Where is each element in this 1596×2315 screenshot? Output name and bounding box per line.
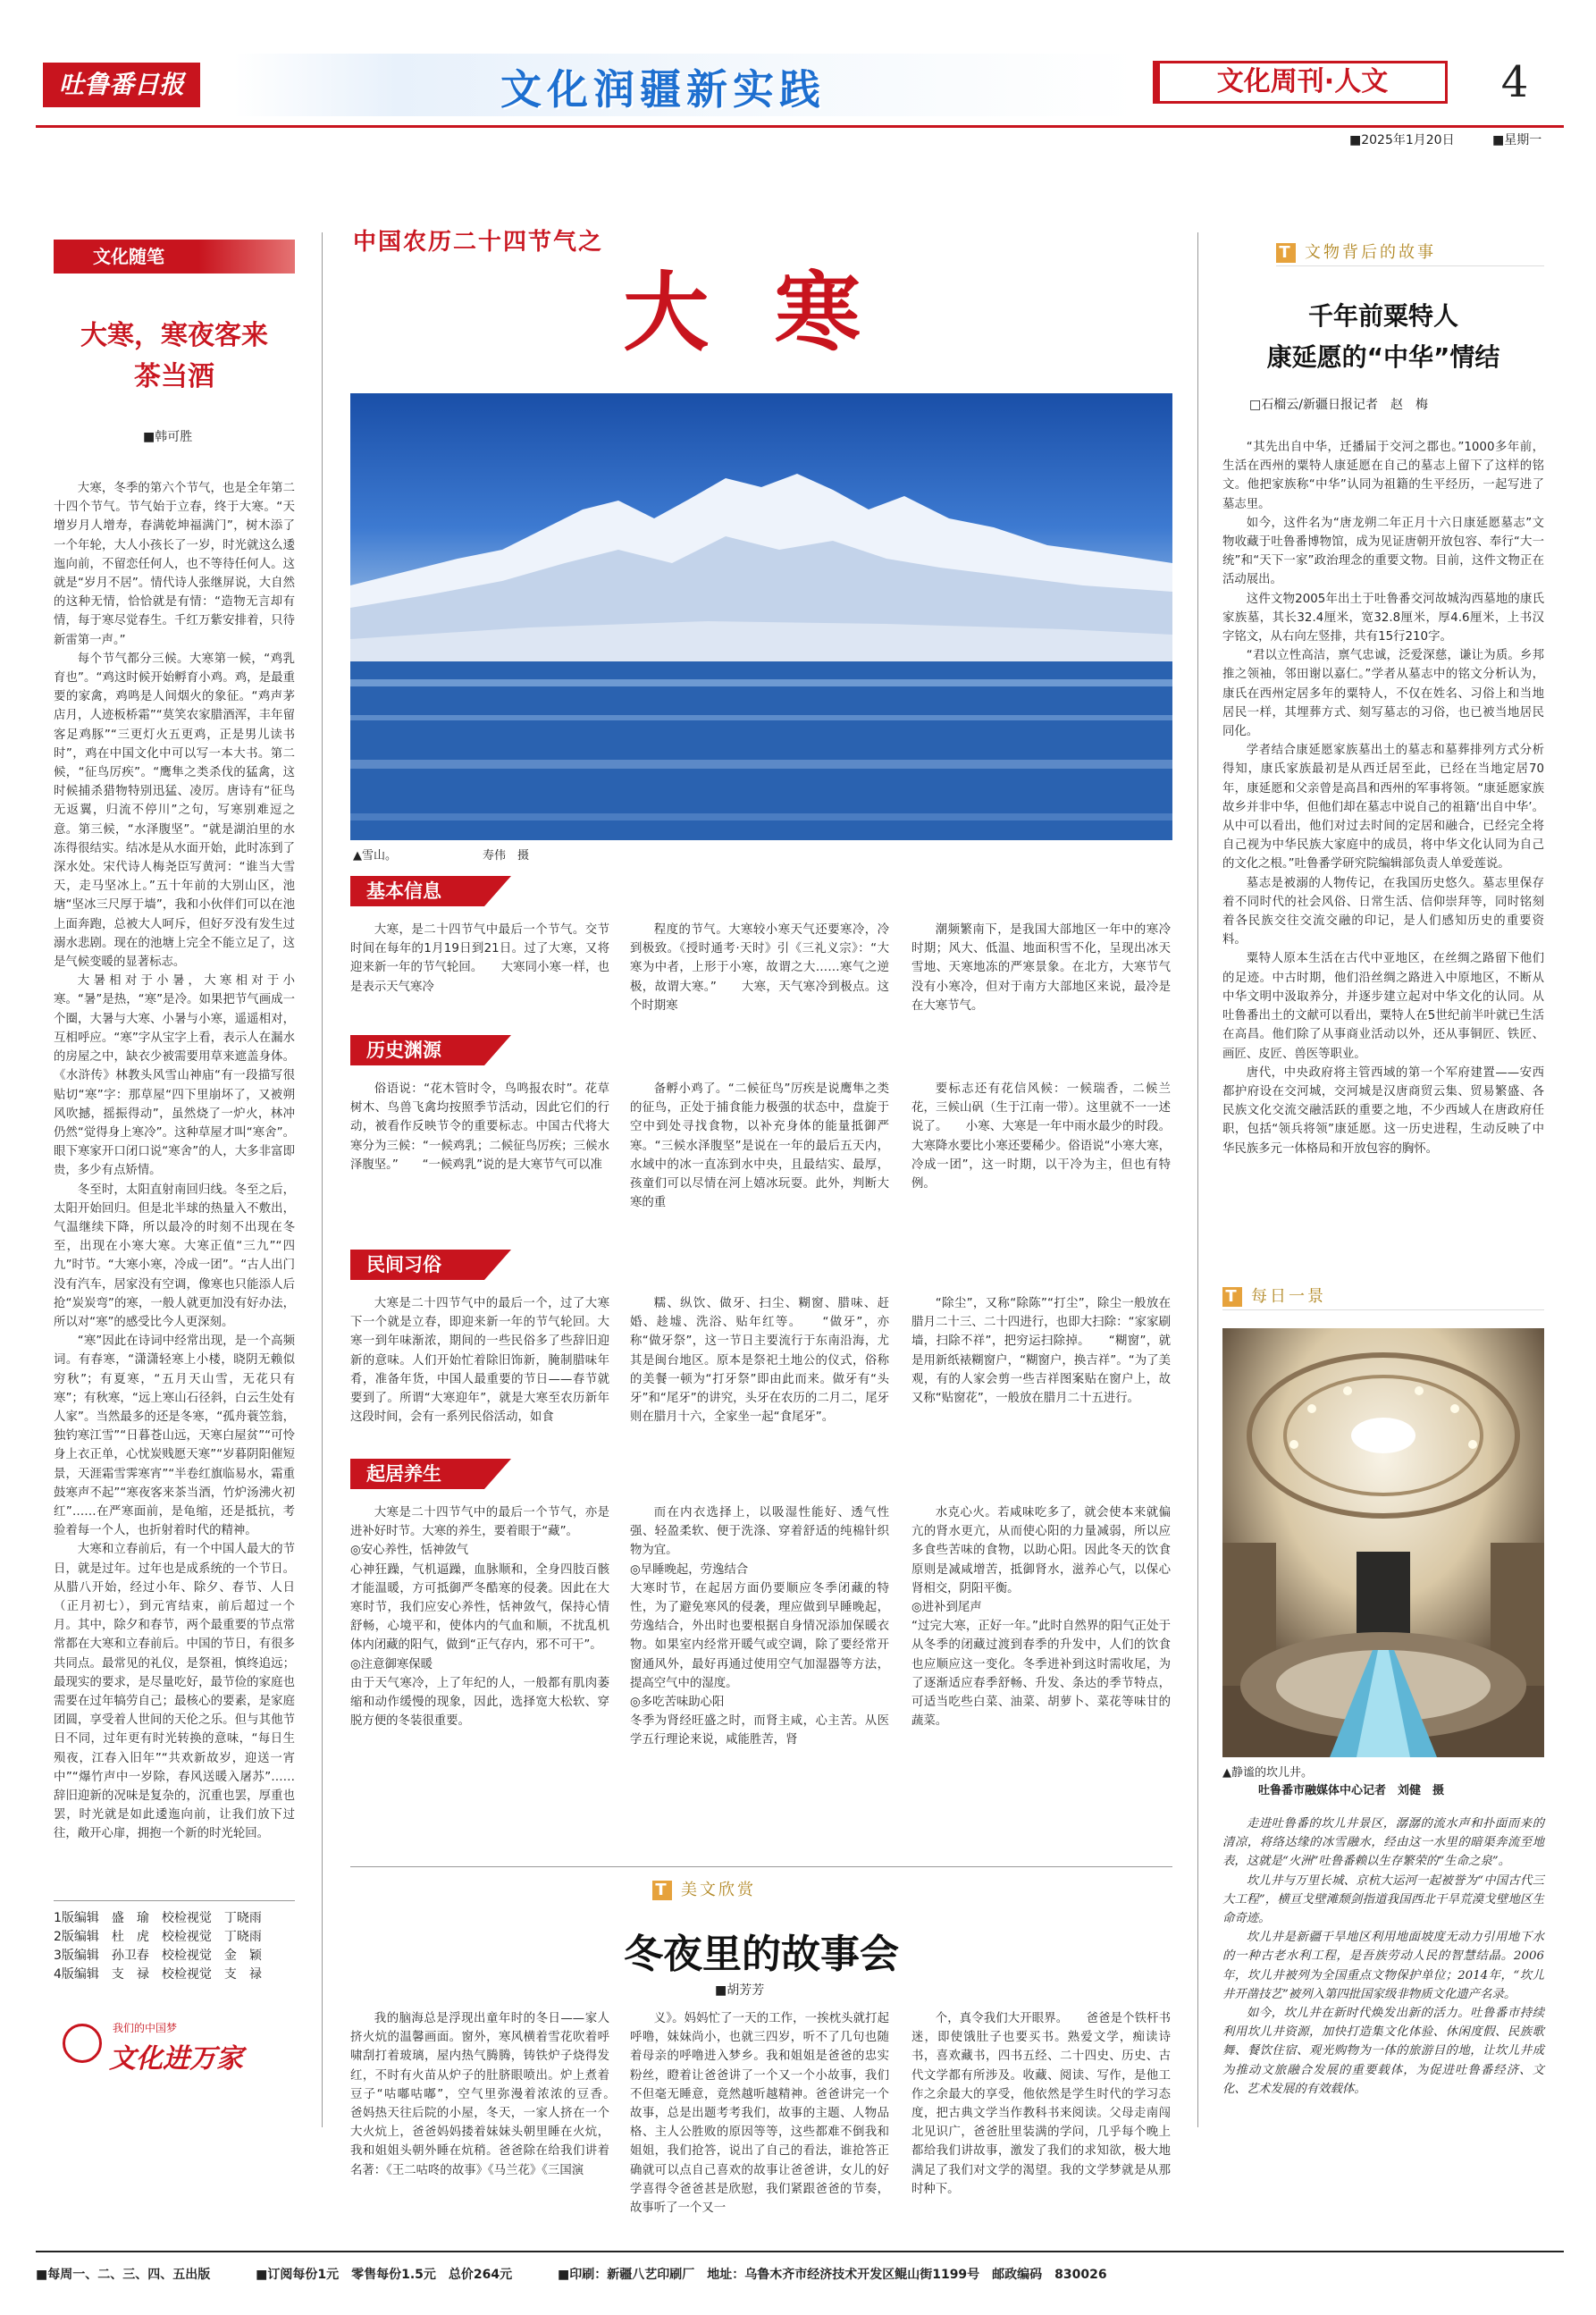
paragraph: 冬至时，太阳直射南回归线。冬至之后，太阳开始回归。但是北半球的热量入不敷出，气温继续下降，所以最冷的时刻不出现在冬至，出现在小寒大寒。大寒正值“三九”“四九”时节。“大寒小寒，冷成一团”。“古人出门没有汽车，居家没有空调，像寒也只能添人后抢“炭炭弯”的寒，一般人就更加没有好办法，所以对“寒”的感受比今人更深刻。 [54,1183,295,1329]
section-health-label: 起居养生 [350,1459,484,1489]
paragraph: 每个节气都分三候。大寒第一候，“鸡乳育也”。“鸡这时候开始孵育小鸡。鸡，是最重要的家禽，鸡鸣是人间烟火的象征。“鸡声茅店月，人迹板桥霜”“莫笑农家腊酒浑，丰年留客足鸡豚”“三更灯火五更鸡，正是男儿读书时”，鸡在中国文化中可以写一本大书。第二候，“征鸟厉疾”。“鹰隼之类杀伐的猛禽，这时候捕杀猎物特别迅猛、凌厉。唐诗有“征鸟无返翼，归流不停川”之句，写寒别难逗之意。第三候，“水泽腹坚”。“就是湖泊里的水冻得很结实。结冰是从水面开始，此时冻到了深水处。宋代诗人梅尧臣写黄河：“谁当大雪天，走马坚冰上。”五十年前的大别山区，池塘“坚冰三尺厚于墙”，我和小伙伴们可以在池上面奔跑，总被大人呵斥，但好歹没有发生过溺水悲剧。现在的池塘上完全不能立足了，这是气候变暖的显著标志。 [54,652,295,970]
credits-rule [54,1900,295,1901]
main-kicker: 中国农历二十四节气之 [353,229,604,256]
section-basic-info-col2: 程度的节气。大寒较小寒天气还要寒冷，冷到极致。《授时通考·天时》引《三礼义宗》：“大寒为中者，上形于小寒，故谓之大……寒气之逆极，故谓大寒。” 大寒，天气寒冷到极点。这个时期寒 [630,923,889,1013]
mountains-graphic [350,393,1172,840]
scene-caption: ▲静谧的坎儿井。 [1222,1766,1313,1780]
paragraph: 这件文物2005年出土于吐鲁番交河故城沟西墓地的康氏家族墓，其长32.4厘米，宽32.8厘米，厚4.6厘米，上书汉字铭文，从右向左竖排，共有15行210字。 [1222,592,1544,644]
essay-col2: 义》。妈妈忙了一天的工作，一挨枕头就打起呼噜，妹妹尚小，也就三四岁，听不了几句也随着母亲的呼噜进入梦乡。我和姐姐是爸爸的忠实粉丝，瞪着让爸爸讲了一个又一个小故事，我们不但毫无睡意，竟然越听越精神。爸爸讲完一个故事，总是出题考考我们，故事的主题、人物品格、主人公胜败的原因等等，这些都难不倒我和姐姐，我们抢答，说出了自己的看法，谁抢答正确就可以点自己喜欢的故事让爸爸讲，女儿的好学喜得令爸爸甚是欣慰，我们紧跟爸爸的节奏，故事听了一个又一 [630,2012,889,2216]
stamp-big: 文化进万家 [109,2043,243,2075]
essay-author: ■韩可胜 [143,430,193,444]
paragraph: 粟特人原本生活在古代中亚地区，在丝绸之路留下他们的足迹。中古时期，他们沿丝绸之路进入中原地区，不断从中华文明中汲取养分，并逐步建立起对中华文化的认同。从吐鲁番出土的文献可以看出，粟特人在5世纪前半叶就已生活在高昌。他们除了从事商业活动以外，还从事铜匠、铁匠、画匠、皮匠、兽医等职业。 [1222,952,1544,1061]
paragraph: 如今，坎儿井在新时代焕发出新的活力。吐鲁番市持续利用坎儿井资源，加快打造集文化体验、休闲度假、民族歌舞、餐饮住宿、观光购物为一体的旅游目的地，让坎儿井成为推动文旅融合发展的重要载体，为促进吐鲁番经济、文化、艺术发展的有效载体。 [1222,2007,1544,2096]
scene-tag: T 每日一景 [1222,1284,1544,1310]
stamp-icon [63,2024,102,2063]
section-basic-info-col1: 大寒，是二十四节气中最后一个节气。交节时间在每年的1月19日到21日。过了大寒，又将迎来新一年的节气轮回。 大寒同小寒一样，也是表示天气寒冷 [350,923,609,994]
section-customs-label: 民间习俗 [350,1250,484,1280]
left-column [54,240,295,2108]
paragraph: 唐代，中央政府将主管西域的第一个军府建置——安西都护府设在交河城，交河城是汉唐商贸云集、贸易繁盛、各民族文化交流交融活跃的重要之地，不少西域人在唐政府任职，包括“领兵将领”康延愿。这一历史进程，生动反映了中华民族多元一体格局和开放包容的胸怀。 [1222,1065,1544,1156]
section-customs-col2: 糯、纵饮、做牙、扫尘、糊窗、腊味、赶婚、趁墟、洗浴、贴年红等。 “做牙”，亦称“做牙祭”，这一节日主要流行于东南沿海，尤其是闽台地区。原本是祭祀土地公的仪式，俗称的美餐一顿为“打牙祭”即由此而来。做牙有“头牙”和“尾牙”的讲究，头牙在农历的二月二，尾牙则在腊月十六，全家坐一起“食尾牙”。 [630,1297,889,1425]
scene-credit: 吐鲁番市融媒体中心记者 刘健 摄 [1258,1784,1445,1797]
essay-title: 冬夜里的故事会 [624,1932,899,1977]
issue-weekday: ■星期一 [1492,133,1542,147]
credit-row: 3版编辑 孙卫春 校检视觉 金 颖 [54,1949,262,1963]
section-history-col3: 要标志还有花信风候：一候瑞香，二候兰花，三候山矾（生于江南一带）。这里就不一一述说了。 小寒、大寒是一年中雨水最少的时段。大寒降水要比小寒还要稀少。俗语说“小寒大寒，冷成一团”，这一时期，以干冷为主，但也有特例。 [911,1082,1171,1191]
paragraph: 坎儿井是新疆干旱地区利用地面坡度无动力引用地下水的一种古老水利工程，是吾族劳动人民的智慧结晶。2006年，坎儿井被列为全国重点文物保护单位；2014年，“坎儿井开凿技艺”被列入第四批国家级非物质文化遗产名录。 [1222,1931,1544,2001]
artifact-tag: T 文物背后的故事 [1276,240,1544,266]
essay-col1: 我的脑海总是浮现出童年时的冬日——家人挤火炕的温馨画面。窗外，寒风横着雪花吹着呼啸刮打着玻璃，屋内热气腾腾，铸铁炉子烧得发红，不时有火苗从炉子的肚脐眼喷出。炉上煮着豆子“咕嘟咕嘟”，空气里弥漫着浓浓的豆香。 爸妈热天往后院的小屋，冬天，一家人挤在一个大火炕上，爸爸妈妈搂着妹妹头朝里睡在火炕，我和姐姐头朝外睡在炕稍。爸爸除在给我们讲着名著：《王二咕咚的故事》《马兰花》《三国演 [350,2012,634,2177]
t-badge-icon: T [1222,1287,1242,1307]
essay-title-line1: 大寒，寒夜客来 [80,320,268,351]
issue-date: ■2025年1月20日 [1349,133,1455,147]
newspaper-logo: 吐鲁番日报 [43,63,200,107]
essay-title-line2: 茶当酒 [134,361,214,392]
column-divider [1197,232,1198,2127]
artifact-body [1222,438,1544,1278]
paragraph: 大寒，冬季的第六个节气，也是全年第二十四个节气。节气始于立春，终于大寒。“天增岁月人增寿，春满乾坤福满门”，树木添了一个年轮，大人小孩长了一岁，时光就这么逶迤向前，不留恋任何人，也不等待任何人。这就是“岁月不居”。情代诗人张继屏说，大自然的这种无情，恰恰就是有情：“造物无言却有情，每于寒尽觉春生。千红万紫安排着，只待新雷第一声。” [54,482,295,647]
snow-mountain-photo [350,393,1172,840]
editor-credits [54,1909,295,1984]
t-badge-icon: T [1276,243,1296,263]
masthead-rule [36,125,1564,128]
footer-item: ■每周一、二、三、四、五出版 [36,2268,211,2282]
footer-item: ■印刷：新疆八艺印刷厂 地址：乌鲁木齐市经济技术开发区鲲山街1199号 邮政编码 830026 [557,2268,1107,2282]
paragraph: 坎儿井与万里长城、京杭大运河一起被誉为“中国古代三大工程”，横亘戈壁滩颓剑指道我国西北干旱荒漠戈壁地区生命奇迹。 [1222,1873,1544,1926]
section-health-col2: 而在内衣选择上，以吸湿性能好、透气性强、轻盈柔软、便于洗涤、穿着舒适的纯棉针织物为宜。 ◎早睡晚起，劳逸结合 大寒时节，在起居方面仍要顺应冬季闭藏的特性，为了避免寒风的侵袭，理应做到早睡晚起，劳逸结合，外出时也要根据自身情况添加保暖衣物。如果室内经常开暖气或空调，除了要经常开窗通风外，最好再通过使用空气加湿器等方法，提高空气中的湿度。 ◎多吃苦味助心阳 冬季为肾经旺盛之时，而肾主咸，心主苦。从医学五行理论来说，咸能胜苦，肾 [630,1506,889,1747]
column-divider [322,232,323,2127]
artifact-title-line1: 千年前粟特人 [1307,301,1458,331]
paragraph: 大寒和立春前后，有一个中国人最大的节日，就是过年。过年也是成系统的一个节日。从腊八开始，经过小年、除夕、春节、人日（正月初七），到元宵结束，前后超过一个月。其中，除夕和春节，两个最重要的节点常常都在大寒和立春前后。中国的节日，有很多共同点。最常见的礼仪，是祭祖，慎终追远；最现实的要求，是尽量吃好，最节俭的家庭也需要在过年犒劳自己；最核心的要素，是家庭团圆，享受着人世间的天伦之乐。但与其他节日不同，过年更有时光转换的意味，“每日生殒夜，江春入旧年”“共欢新故岁，迎送一宵中”“爆竹声中一岁除，春风送暖入屠苏”……辞旧迎新的况味是复杂的，沉重也罢，厚重也罢，时光就是如此逶迤向前，让我们放下过往，敞开心扉，拥抱一个新的时光轮回。 [54,1543,295,1841]
footer-rule [36,2251,1564,2252]
banner-title: 文化润疆新实践 [500,65,826,114]
masthead [0,0,1596,150]
essay-rule [350,1866,1172,1867]
stamp-small: 我们的中国梦 [113,2022,178,2034]
t-badge-icon: T [652,1881,672,1900]
karez-graphic [1222,1328,1544,1757]
section-basic-info-label: 基本信息 [350,876,484,906]
footer-item: ■订阅每份1元 零售每份1.5元 总价264元 [256,2268,513,2282]
section-history-col2: 备孵小鸡了。“二候征鸟”厉疾是说鹰隼之类的征鸟，正处于捕食能力极强的状态中，盘旋于空中到处寻找食物，以补充身体的能量抵御严寒。“三候水泽腹坚”是说在一年的最后五天内，水域中的冰一直冻到水中央，且最结实、最厚，孩童们可以尽情在河上嬉冰玩耍。此外，判断大寒的重 [630,1082,889,1210]
column-tag: 文化随笔 [54,240,295,274]
section-history-col1: 俗语说：“花木管时令，鸟鸣报农时”。花草树木、鸟兽飞禽均按照季节活动，因此它们的行动，被看作反映节令的重要标志。中国古代将大寒分为三候：“一候鸡乳；二候征鸟厉疾；三候水泽腹坚。” “一候鸡乳”说的是大寒节气可以准 [350,1082,609,1172]
photo-credit: 寿伟 摄 [483,849,530,863]
section-basic-info-col3: 潮频繁南下，是我国大部地区一年中的寒冷时期；风大、低温、地面积雪不化，呈现出冰天雪地、天寒地冻的严寒景象。在北方，大寒节气没有小寒冷，但对于南方大部地区来说，最冷是在大寒节气。 [911,923,1171,1013]
artifact-byline: □石榴云/新疆日报记者 赵 梅 [1249,398,1428,412]
paragraph: 如今，这件名为“唐龙朔二年正月十六日康延愿墓志”文物收藏于吐鲁番博物馆，成为见证唐朝开放包容、奉行“大一统”和“天下一家”政治理念的重要文物。目前，这件文物正在活动展出。 [1222,516,1544,587]
essay-tag: T 美文欣赏 [652,1877,920,1904]
scene-body [1222,1814,1544,2118]
essay-body [54,479,295,1865]
page-number: 4 [1500,57,1529,107]
paragraph: 走进吐鲁番的坎儿井景区，潺潺的流水声和扑面而来的清凉，将络达缘的冰雪融水，经由这一水里的暗渠奔流至地表，这就是“火洲”吐鲁番赖以生存繁荣的“生命之泉”。 [1222,1817,1544,1869]
credit-row: 2版编辑 杜 虎 校检视觉 丁晓雨 [54,1930,262,1944]
credit-row: 1版编辑 盛 瑜 校检视觉 丁晓雨 [54,1911,262,1925]
credit-row: 4版编辑 支 禄 校检视觉 支 禄 [54,1967,262,1982]
culture-stamp [63,2018,295,2081]
main-title: 大 寒 [623,262,878,363]
paragraph: “君以立性高洁，禀气忠诚，泛爱深慈，谦让为质。乡邦推之领袖，邻田谢以嘉仁。”学者从墓志中的铭文分析认为，康氏在西州定居多年的粟特人，不仅在姓名、习俗上和当地居民一样，其埋葬方式、刻写墓志的习俗，也已被当地居民同化。 [1222,649,1544,739]
section-health-col1: 大寒是二十四节气中的最后一个节气，亦是进补好时节。大寒的养生，要着眼于“藏”。 ◎安心养性，恬神敛气 心神狂躁，气机逼躁，血脉顺和，全身四肢百骸才能温暖，方可抵御严冬酷寒的侵袭。因此在大寒时节，我们应安心养性，恬神敛气，保持心情舒畅，心境平和，使体内的气血和顺，不扰乱机体内闭藏的阳气，做到“正气存内，邪不可干”。 ◎注意御寒保暖 由于天气寒冷，上了年纪的人，一般都有肌肉萎缩和动作缓慢的现象，因此，选择宽大松软、穿脱方便的冬装很重要。 [350,1506,609,1729]
paragraph: 学者结合康延愿家族墓出土的墓志和墓葬排列方式分析得知，康氏家族最初是从西迁居至此，已经在当地定居70年，康延愿和父亲曾是高昌和西州的军事将领。“康延愿家族故乡并非中华，但他们却在墓志中说自己的祖籍‘出自中华’。从中可以看出，他们对过去时间的定居和融合，已经完全将自己视为中华民族大家庭中的成员，将中华文化认同为自己的文化之根。”吐鲁番学研究院编辑部负责人单爱莲说。 [1222,744,1544,871]
section-customs-col3: “除尘”，又称“除陈”“打尘”，除尘一般放在腊月二十三、二十四进行，也即大扫除：“家家刷墙，扫除不祥”，把穷运扫除掉。 “糊窗”，就是用新纸裱糊窗户，“糊窗户，换吉祥”。“为了美观，有的人家会剪一些吉祥图案贴在窗户上，故又称“贴窗花”，一般放在腊月二十五进行。 [911,1297,1171,1406]
right-column [1222,240,1544,2126]
artifact-title-line2: 康延愿的“中华”情结 [1266,342,1500,372]
section-customs-col1: 大寒是二十四节气中的最后一个，过了大寒下一个就是立春，即迎来新一年的节气轮回。大寒一到年味渐浓，期间的一些民俗多了些辞旧迎新的意味。人们开始忙着除旧饰新，腌制腊味年肴，准备年货，中国人最重要的节日——春节就要到了。所谓“大寒迎年”，就是大寒至农历新年这段时间，会有一系列民俗活动，如食 [350,1297,609,1425]
section-history-label: 历史渊源 [350,1035,484,1065]
essay-col3: 个，真令我们大开眼界。 爸爸是个铁杆书迷，即使饿肚子也要买书。熟爱文学，痴读诗书，喜欢藏书，四书五经、二十四史、历史、古代文学都有所涉及。收藏、阅读、写作，是他工作之余最大的享受，他依然是学生时代的学习态度，把古典文学当作教科书来阅读。父母走南闯北见识广，爸爸肚里装满的学问，几乎每个晚上都给我们讲故事，激发了我们的求知欲，极大地满足了我们对文学的渴望。我的文学梦就是从那时种下。 [911,2012,1171,2196]
photo-caption: ▲雪山。 [353,849,397,863]
paragraph: “其先出自中华，迁播届于交河之郡也。”1000多年前，生活在西州的粟特人康延愿在自己的墓志上留下了这样的铭文。他把家族称“中华”认同为祖籍的生平经历，一起写进了墓志里。 [1222,441,1544,511]
column-name: 文化周刊·人文 [1153,61,1448,104]
essay-author: ■胡芳芳 [715,1983,765,1998]
section-health-col3: 水克心火。若咸味吃多了，就会使本来就偏亢的肾水更亢，从而使心阳的力量减弱，所以应多食些苦味的食物，以助心阳。因此冬天的饮食原则是减咸增苦，抵御肾水，滋养心气，以保心肾相交，阴阳平衡。 ◎进补到尾声 “过完大寒，正好一年。”此时自然界的阳气正处于从冬季的闭藏过渡到春季的升发中，人们的饮食也应顺应这一变化。冬季进补到这时需收尾，为了逐渐适应春季舒畅、升发、条达的季节特点，可适当吃些白菜、油菜、胡萝卜、菜花等味甘的蔬菜。 [911,1506,1171,1729]
footer-bar [36,2261,1564,2288]
paragraph: 墓志是被溺的人物传记，在我国历史悠久。墓志里保存着不同时代的社会风俗、日常生活、信仰崇拜等，同时铭刻着各民族交往交流交融的印记，是人们感知历史的重要资料。 [1222,876,1544,947]
paragraph: “寒”因此在诗词中经常出现，是一个高频词。有春寒，“潇潇轻寒上小楼，晓阴无赖似穷秋”；有夏寒，“五月天山雪，无花只有寒”；有秋寒，“远上寒山石径斜，白云生处有人家”。当然最多的还是冬寒，“孤舟蓑笠翁，独钓寒江雪”“日暮苍山远，天寒白屋贫”“可怜身上衣正单，心忧炭贱愿天寒”“岁暮阴阳催短景，天涯霜雪霁寒宵”“半卷红旗临易水，霜重鼓寒声不起”“寒夜客来茶当酒，竹炉汤沸火初红”……在严寒面前，是龟缩，还是抵抗，考验着每一个人，也折射着时代的精神。 [54,1334,295,1538]
karez-photo [1222,1328,1544,1757]
paragraph: 大暑相对于小暑，大寒相对于小寒。“暑”是热，“寒”是冷。如果把节气画成一个圈，大暑与大寒、小暑与小寒，遥遥相对，互相呼应。“寒”字从宝字上看，表示人在漏水的房屋之中，缺衣少被需要用草来遮盖身体。《水浒传》林教头风雪山神庙“有一段描写很贴切“寒”字：那草屋“四下里崩坏了，又被朔风吹撼，摇振得动”，虽然烧了一炉火，林冲仍然“觉得身上寒冷”。这种草屋才叫“寒舍”。眼下寒家开口闭口说“寒舍”的人，大多非富即贵，多少有点矫情。 [54,974,295,1178]
